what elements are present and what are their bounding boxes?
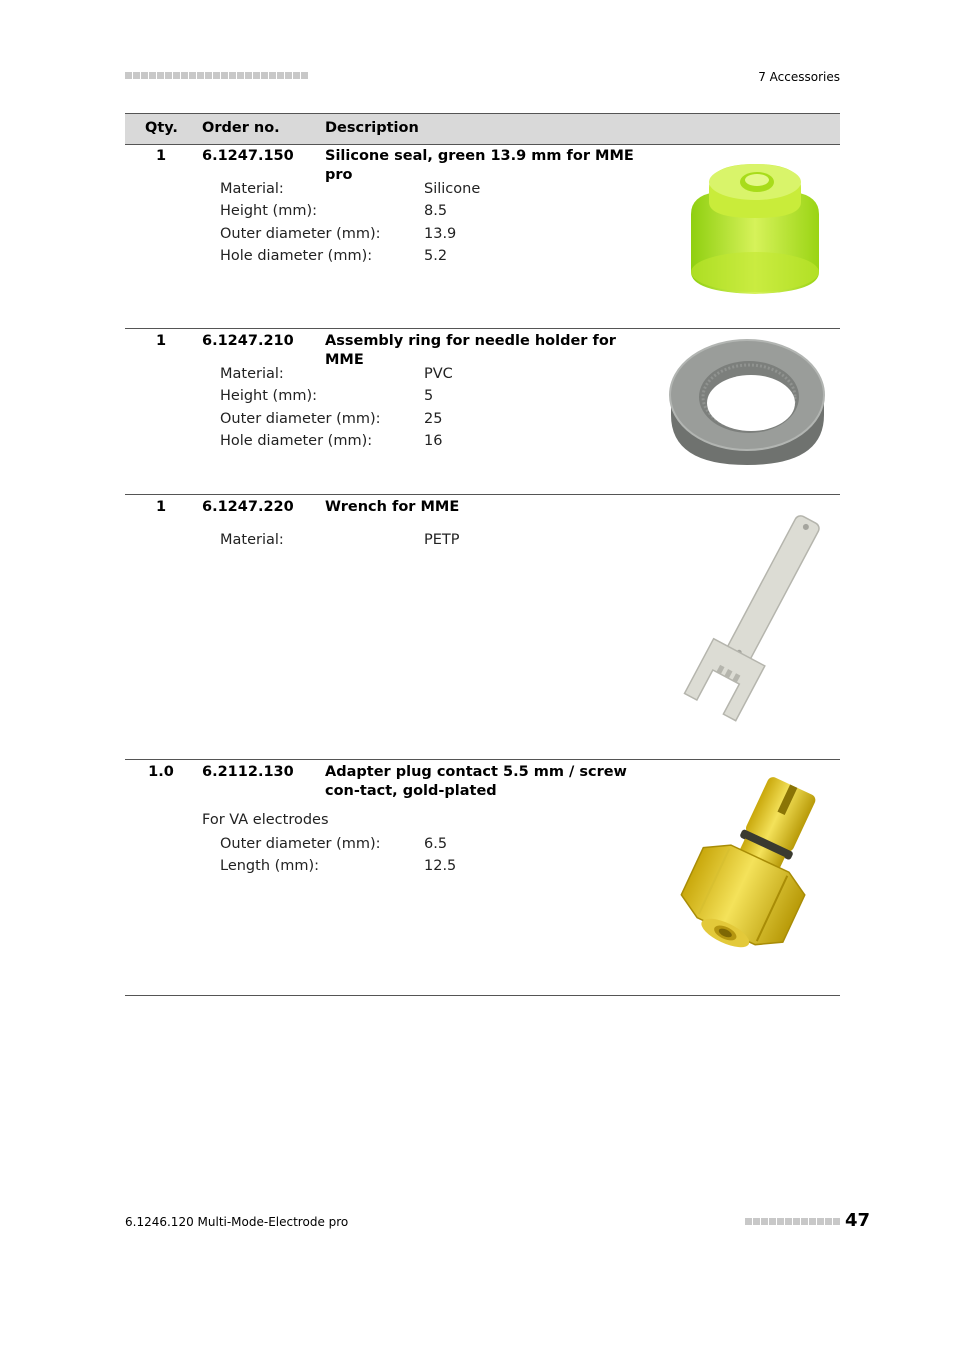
column-description: Description (325, 120, 419, 136)
row-description: Adapter plug contact 5.5 mm / screw con-tact, gold-plated (325, 764, 627, 799)
row-qty: 1.0 (148, 764, 174, 780)
row-order-no: 6.1247.210 (202, 333, 294, 349)
property-key: Height (mm): (220, 388, 317, 405)
property-key: Material: (220, 366, 284, 382)
table-row (125, 329, 840, 495)
row-order-no: 6.1247.220 (202, 499, 294, 515)
property-key: Material: (220, 181, 284, 197)
property-key: Outer diameter (mm): (220, 836, 381, 852)
table-row (125, 144, 840, 329)
row-order-no: 6.1247.150 (202, 148, 294, 164)
property-key: Hole diameter (mm): (220, 248, 373, 265)
property-value: Silicone (424, 181, 481, 197)
table-row (125, 760, 840, 996)
row-qty: 1 (155, 148, 167, 164)
property-key: Outer diameter (mm): (220, 410, 381, 427)
header-decoration (125, 72, 308, 80)
row-qty: 1 (155, 333, 167, 349)
property-value: 5.2 (424, 248, 448, 265)
property-value: 6.5 (424, 836, 448, 852)
table-header (125, 113, 840, 145)
property-value: 12.5 (424, 858, 457, 875)
property-value: 8.5 (424, 203, 448, 220)
property-value: 5 (424, 388, 434, 405)
property-key: Outer diameter (mm): (220, 225, 381, 242)
adapter-plug-image (665, 774, 835, 970)
property-value: 25 (424, 410, 443, 427)
footer-decoration (745, 1218, 840, 1225)
property-key: Length (mm): (220, 858, 320, 875)
property-value: PVC (424, 366, 453, 382)
property-value: 16 (424, 433, 443, 450)
property-value: PETP (424, 532, 460, 548)
chapter-title: 7 Accessories (758, 70, 840, 84)
property-key: Material: (220, 532, 284, 548)
property-value: 13.9 (424, 225, 457, 242)
row-description: Assembly ring for needle holder for MME (325, 333, 616, 368)
column-qty: Qty. (145, 120, 178, 136)
column-order-no: Order no. (202, 120, 280, 136)
row-qty: 1 (155, 499, 167, 515)
property-key: Hole diameter (mm): (220, 433, 373, 450)
footer-document-title: 6.1246.120 Multi-Mode-Electrode pro (125, 1215, 349, 1229)
property-key: Height (mm): (220, 203, 317, 220)
row-description: Wrench for MME (325, 499, 460, 515)
assembly-ring-image (665, 337, 830, 467)
row-description: Silicone seal, green 13.9 mm for MME pro (325, 148, 634, 183)
row-order-no: 6.2112.130 (202, 764, 294, 780)
table-row (125, 495, 840, 760)
silicone-seal-image (685, 154, 825, 299)
wrench-image (663, 507, 838, 737)
page-number: 47 (845, 1210, 871, 1231)
row-note: For VA electrodes (202, 812, 329, 828)
